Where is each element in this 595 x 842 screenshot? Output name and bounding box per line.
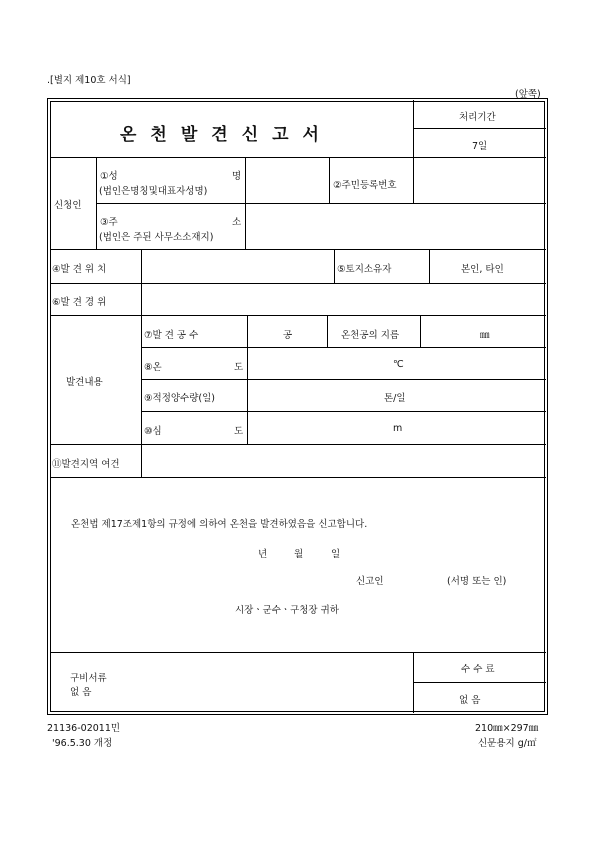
name-label: ①성 [100,171,118,182]
date-year: 년 [258,549,268,560]
paper-type: 신문용지 g/㎡ [478,738,537,749]
resident-id-label: ②주민등록번호 [333,180,397,191]
processing-period-label: 처리기간 [459,112,496,123]
signature-note: (서명 또는 인) [447,576,507,587]
area-conditions-field[interactable] [143,447,545,476]
row-divider [50,157,546,158]
col-divider [327,315,328,347]
address-field[interactable] [247,206,545,248]
row-divider [50,477,546,478]
required-documents-label: 구비서류 [70,673,107,684]
name-sub-label: (법인은명칭및대표자성명) [99,186,208,197]
declaration-text: 온천법 제17조제1항의 규정에 의하여 온천을 발견하였음을 신고합니다. [71,519,368,530]
fee-value: 없 음 [459,695,481,706]
row-divider [50,315,546,316]
col-divider [413,652,414,713]
applicant-section-label: 신청인 [54,200,82,211]
col-divider [96,157,97,249]
recipient: 시장ㆍ군수ㆍ구청장 귀하 [235,605,339,616]
temperature-unit: ℃ [393,359,404,370]
col-divider [141,249,142,283]
processing-period-value: 7일 [472,141,488,152]
name-field[interactable] [247,160,329,202]
well-count-label: ⑦발 견 공 수 [144,330,199,341]
land-owner-value[interactable]: 본인, 타인 [461,264,504,275]
address-label-end: 소 [232,217,242,228]
col-divider [420,315,421,347]
col-divider [413,100,414,157]
address-sub-label: (법인은 주된 사무소소재지) [99,232,214,243]
required-documents-value: 없 음 [70,687,92,698]
revision-note: '96.5.30 개정 [52,738,113,749]
history-field[interactable] [143,286,545,314]
discovery-section-label: 발견내용 [66,377,103,388]
row-divider [413,682,546,683]
reporter-label: 신고인 [356,576,384,587]
paper-size: 210㎜×297㎜ [475,723,539,734]
date-month: 월 [294,549,304,560]
row-divider [50,249,546,250]
col-divider [141,315,142,477]
col-divider [413,157,414,203]
front-side-note: (앞쪽) [515,89,541,100]
col-divider [247,315,248,444]
col-divider [329,157,330,203]
temperature-label-end: 도 [234,362,244,373]
col-divider [245,157,246,249]
col-divider [334,249,335,283]
depth-unit: m [393,423,403,434]
form-title: 온천발견신고서 [120,125,333,145]
well-diameter-label: 온천공의 지름 [341,330,400,341]
pumping-yield-label: ⑨적정양수량(일) [144,393,215,404]
area-conditions-label: ⑪발견지역 여건 [52,459,120,470]
well-diameter-unit: ㎜ [480,330,490,341]
land-owner-label: ⑤토지소유자 [337,264,392,275]
col-divider [141,283,142,315]
row-divider [141,411,546,412]
row-divider [96,203,546,204]
pumping-yield-unit: 톤/일 [384,393,406,404]
name-label-end: 명 [232,171,242,182]
row-divider [50,444,546,445]
row-divider [50,283,546,284]
address-label: ③주 [100,217,118,228]
temperature-label: ⑧온 [144,362,162,373]
row-divider [50,652,546,653]
row-divider [413,128,546,129]
depth-label: ⑩심 [144,426,162,437]
form-code: 21136-02011민 [47,723,121,734]
form-number: .[별지 제10호 서식] [47,75,131,86]
row-divider [141,347,546,348]
row-divider [141,379,546,380]
col-divider [429,249,430,283]
resident-id-field[interactable] [415,160,545,202]
well-count-unit: 공 [283,330,293,341]
history-label: ⑥발 견 경 위 [52,297,107,308]
fee-label: 수 수 료 [461,664,495,675]
location-label: ④발 견 위 치 [52,264,107,275]
location-field[interactable] [143,252,332,282]
depth-label-end: 도 [234,426,244,437]
date-day: 일 [331,549,341,560]
